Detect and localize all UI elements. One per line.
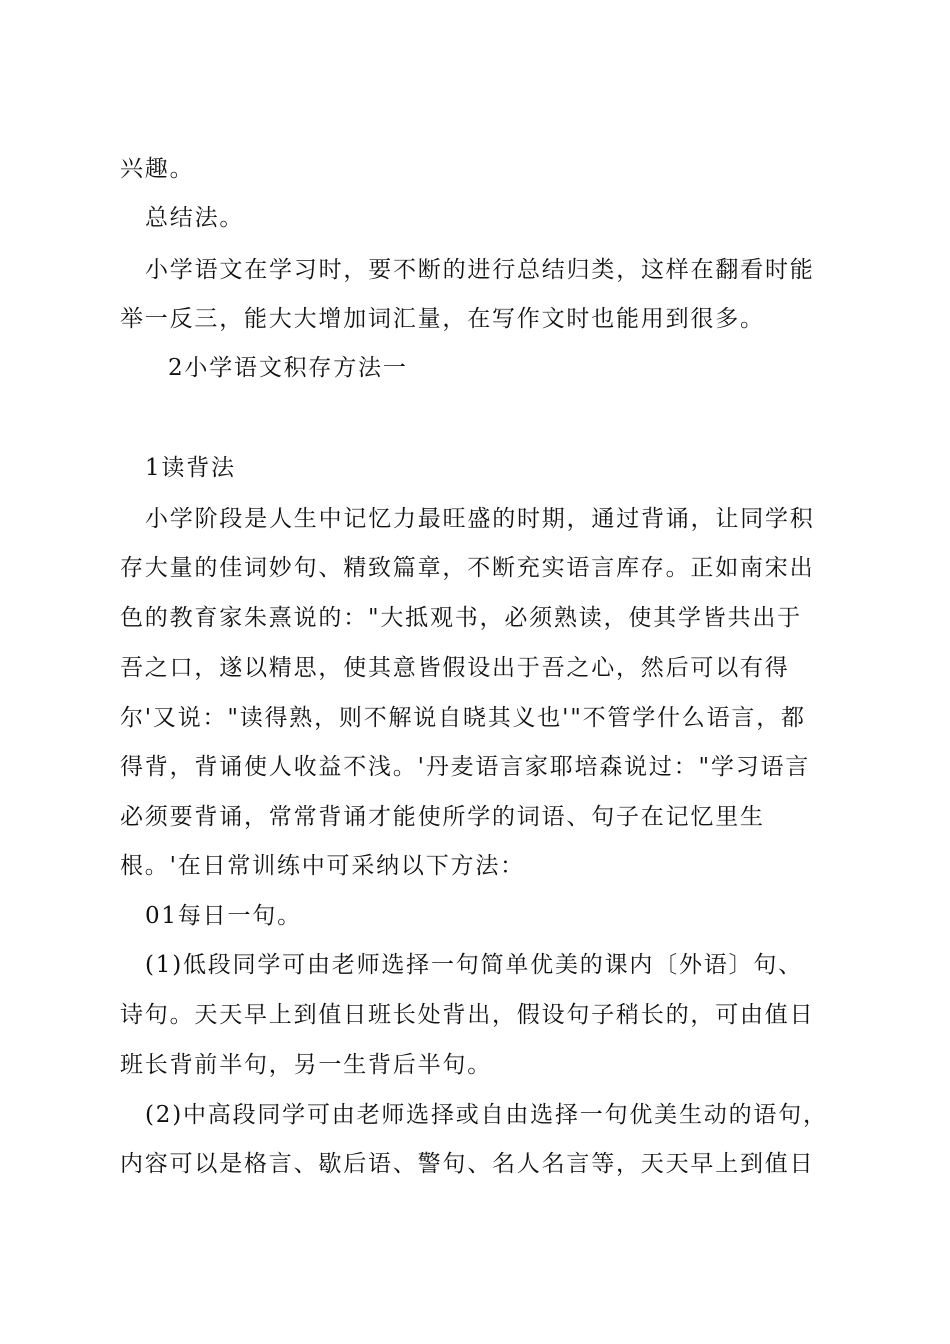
section-heading: 1读背法 (145, 455, 236, 481)
paragraph-line: (2)中高段同学可由老师选择或自由选择一句优美生动的语句， (145, 1102, 828, 1128)
section-title: 2小学语文积存方法一 (168, 355, 408, 381)
paragraph-line: 兴趣。 (120, 156, 195, 182)
paragraph-line: 根。'在日常训练中可采纳以下方法： (120, 853, 525, 879)
paragraph-line: (1)低段同学可由老师选择一句简单优美的课内〔外语〕句、 (145, 952, 803, 978)
paragraph-line: 小学语文在学习时，要不断的进行总结归类，这样在翻看时能 (145, 257, 815, 283)
paragraph-line: 存大量的佳词妙句、精致篇章，不断充实语言库存。正如南宋出 (120, 555, 815, 581)
paragraph-line: 尔'又说："读得熟，则不解说自晓其义也'"不管学什么语言，都 (120, 705, 806, 731)
paragraph-line: 得背，背诵使人收益不浅。'丹麦语言家耶培森说过："学习语言 (120, 754, 811, 780)
paragraph-line: 色的教育家朱熹说的："大抵观书，必须熟读，使其学皆共出于 (120, 605, 802, 631)
paragraph-line: 小学阶段是人生中记忆力最旺盛的时期，通过背诵，让同学积 (145, 506, 815, 532)
paragraph-line: 内容可以是格言、歇后语、警句、名人名言等，天天早上到值日 (120, 1151, 815, 1177)
paragraph-line: 班长背前半句，另一生背后半句。 (120, 1052, 492, 1078)
paragraph-line: 诗句。天天早上到值日班长处背出，假设句子稍长的，可由值日 (120, 1002, 815, 1028)
subsection-heading: 01每日一句。 (145, 903, 302, 929)
paragraph-line: 吾之口，遂以精思，使其意皆假设出于吾之心，然后可以有得 (120, 655, 790, 681)
section-heading: 总结法。 (145, 205, 245, 231)
paragraph-line: 必须要背诵，常常背诵才能使所学的词语、句子在记忆里生 (120, 804, 765, 830)
paragraph-line: 举一反三，能大大增加词汇量，在写作文时也能用到很多。 (120, 306, 765, 332)
